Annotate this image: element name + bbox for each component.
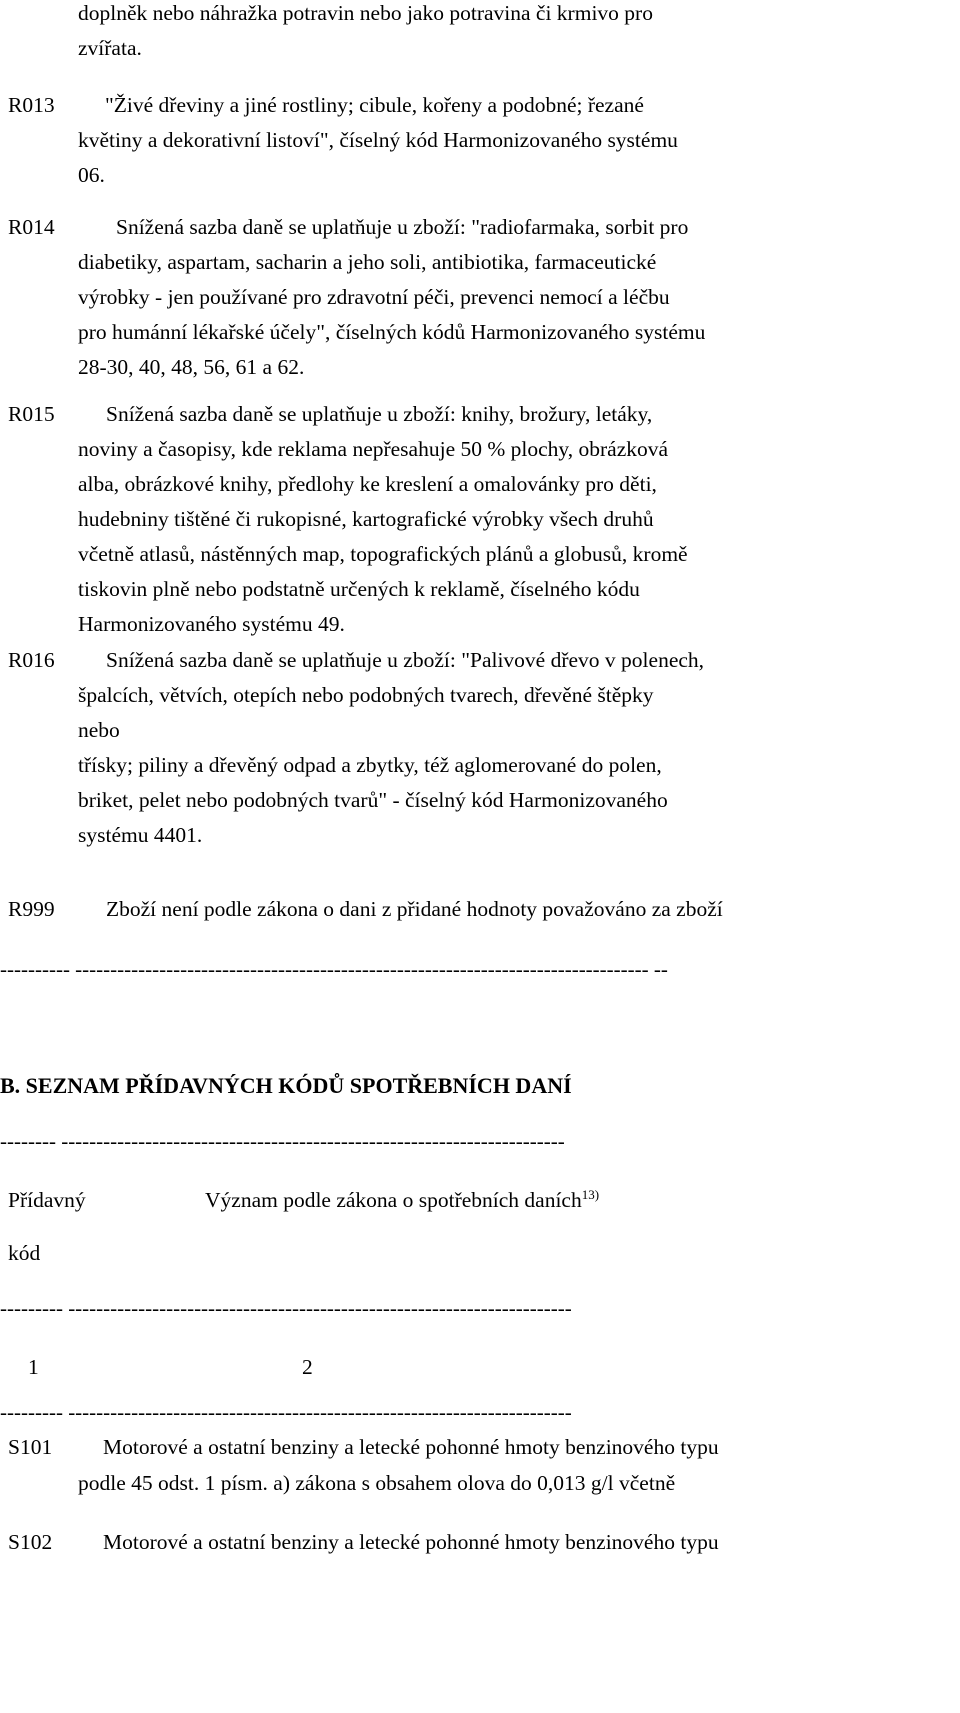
entry-text bbox=[116, 210, 688, 245]
entry-code: R015 bbox=[8, 402, 55, 426]
entry-code: R013 bbox=[8, 93, 55, 117]
entry-text-cont bbox=[78, 1466, 675, 1501]
text-line: systému 4401. bbox=[78, 823, 203, 847]
entry-text bbox=[103, 1430, 719, 1465]
separator-line: --------- ------------------------------------------------------------------------ bbox=[0, 1296, 572, 1320]
entry-code: S102 bbox=[8, 1530, 53, 1554]
text-line: tiskovin plně nebo podstatně určených k reklamě, číselného kódu bbox=[78, 577, 640, 601]
text-line: doplněk nebo náhražka potravin nebo jako potravina či krmivo pro bbox=[78, 1, 653, 25]
text-line: briket, pelet nebo podobných tvarů" - číselný kód Harmonizovaného bbox=[78, 788, 668, 812]
intro-text bbox=[78, 0, 653, 66]
entry-text bbox=[105, 88, 644, 123]
entry-text bbox=[106, 397, 652, 432]
entry-text-cont bbox=[78, 432, 688, 642]
text-line: Harmonizovaného systému 49. bbox=[78, 612, 345, 636]
entry-code: R999 bbox=[8, 897, 55, 921]
entry-text bbox=[106, 643, 704, 678]
column-header: kód bbox=[8, 1241, 41, 1265]
text-line: hudebniny tištěné či rukopisné, kartografické výrobky všech druhů bbox=[78, 507, 654, 531]
section-title: B. SEZNAM PŘÍDAVNÝCH KÓDŮ SPOTŘEBNÍCH DANÍ bbox=[0, 1073, 572, 1098]
text-line: včetně atlasů, nástěnných map, topografických plánů a globusů, kromě bbox=[78, 542, 688, 566]
separator-line: --------- ------------------------------------------------------------------------ bbox=[0, 1400, 572, 1424]
entry-code: R016 bbox=[8, 648, 55, 672]
text-line: diabetiky, aspartam, sacharin a jeho soli, antibiotika, farmaceutické bbox=[78, 250, 657, 274]
text-line: podle 45 odst. 1 písm. a) zákona s obsahem olova do 0,013 g/l včetně bbox=[78, 1471, 676, 1495]
text-line: alba, obrázkové knihy, předlohy ke kreslení a omalovánky pro děti, bbox=[78, 472, 657, 496]
text-line: Snížená sazba daně se uplatňuje u zboží: knihy, brožury, letáky, bbox=[106, 402, 653, 426]
entry-text bbox=[103, 1525, 719, 1560]
text-line: špalcích, větvích, otepích nebo podobných tvarech, dřevěné štěpky bbox=[78, 683, 654, 707]
entry-code: R014 bbox=[8, 215, 55, 239]
text-line: noviny a časopisy, kde reklama nepřesahuje 50 % plochy, obrázková bbox=[78, 437, 669, 461]
text-line: Snížená sazba daně se uplatňuje u zboží: "Palivové dřevo v polenech, bbox=[106, 648, 705, 672]
footnote-ref: 13) bbox=[581, 1186, 600, 1202]
text-line: Snížená sazba daně se uplatňuje u zboží: "radiofarmaka, sorbit pro bbox=[116, 215, 689, 239]
text-line: třísky; piliny a dřevěný odpad a zbytky, též aglomerované do polen, bbox=[78, 753, 662, 777]
separator-line: ---------- ---------------------------------------------------------------------------------- -- bbox=[0, 957, 668, 981]
column-number: 2 bbox=[302, 1355, 313, 1379]
entry-text-cont bbox=[78, 123, 678, 193]
text-line: Motorové a ostatní benziny a letecké pohonné hmoty benzinového typu bbox=[103, 1530, 719, 1554]
entry-text-cont bbox=[78, 678, 668, 853]
entry-text: Zboží není podle zákona o dani z přidané hodnoty považováno za zboží bbox=[106, 897, 723, 921]
text-line: květiny a dekorativní listoví", číselný kód Harmonizovaného systému bbox=[78, 128, 678, 152]
text-line: nebo bbox=[78, 718, 120, 742]
column-number: 1 bbox=[28, 1355, 39, 1379]
text-line: výrobky - jen používané pro zdravotní péči, prevenci nemocí a léčbu bbox=[78, 285, 670, 309]
separator-line: -------- ------------------------------------------------------------------------ bbox=[0, 1129, 565, 1153]
text-line: 06. bbox=[78, 163, 105, 187]
entry-text-cont bbox=[78, 245, 705, 385]
text-line: zvířata. bbox=[78, 36, 142, 60]
text-line: Motorové a ostatní benziny a letecké pohonné hmoty benzinového typu bbox=[103, 1435, 719, 1459]
text-line: "Živé dřeviny a jiné rostliny; cibule, kořeny a podobné; řezané bbox=[105, 93, 644, 117]
column-header: Přídavný bbox=[8, 1188, 86, 1212]
text-line: 28-30, 40, 48, 56, 61 a 62. bbox=[78, 355, 305, 379]
column-header-text: Význam podle zákona o spotřebních daních bbox=[205, 1188, 582, 1212]
column-header bbox=[205, 1183, 599, 1218]
text-line: pro humánní lékařské účely", číselných kódů Harmonizovaného systému bbox=[78, 320, 706, 344]
entry-code: S101 bbox=[8, 1435, 53, 1459]
